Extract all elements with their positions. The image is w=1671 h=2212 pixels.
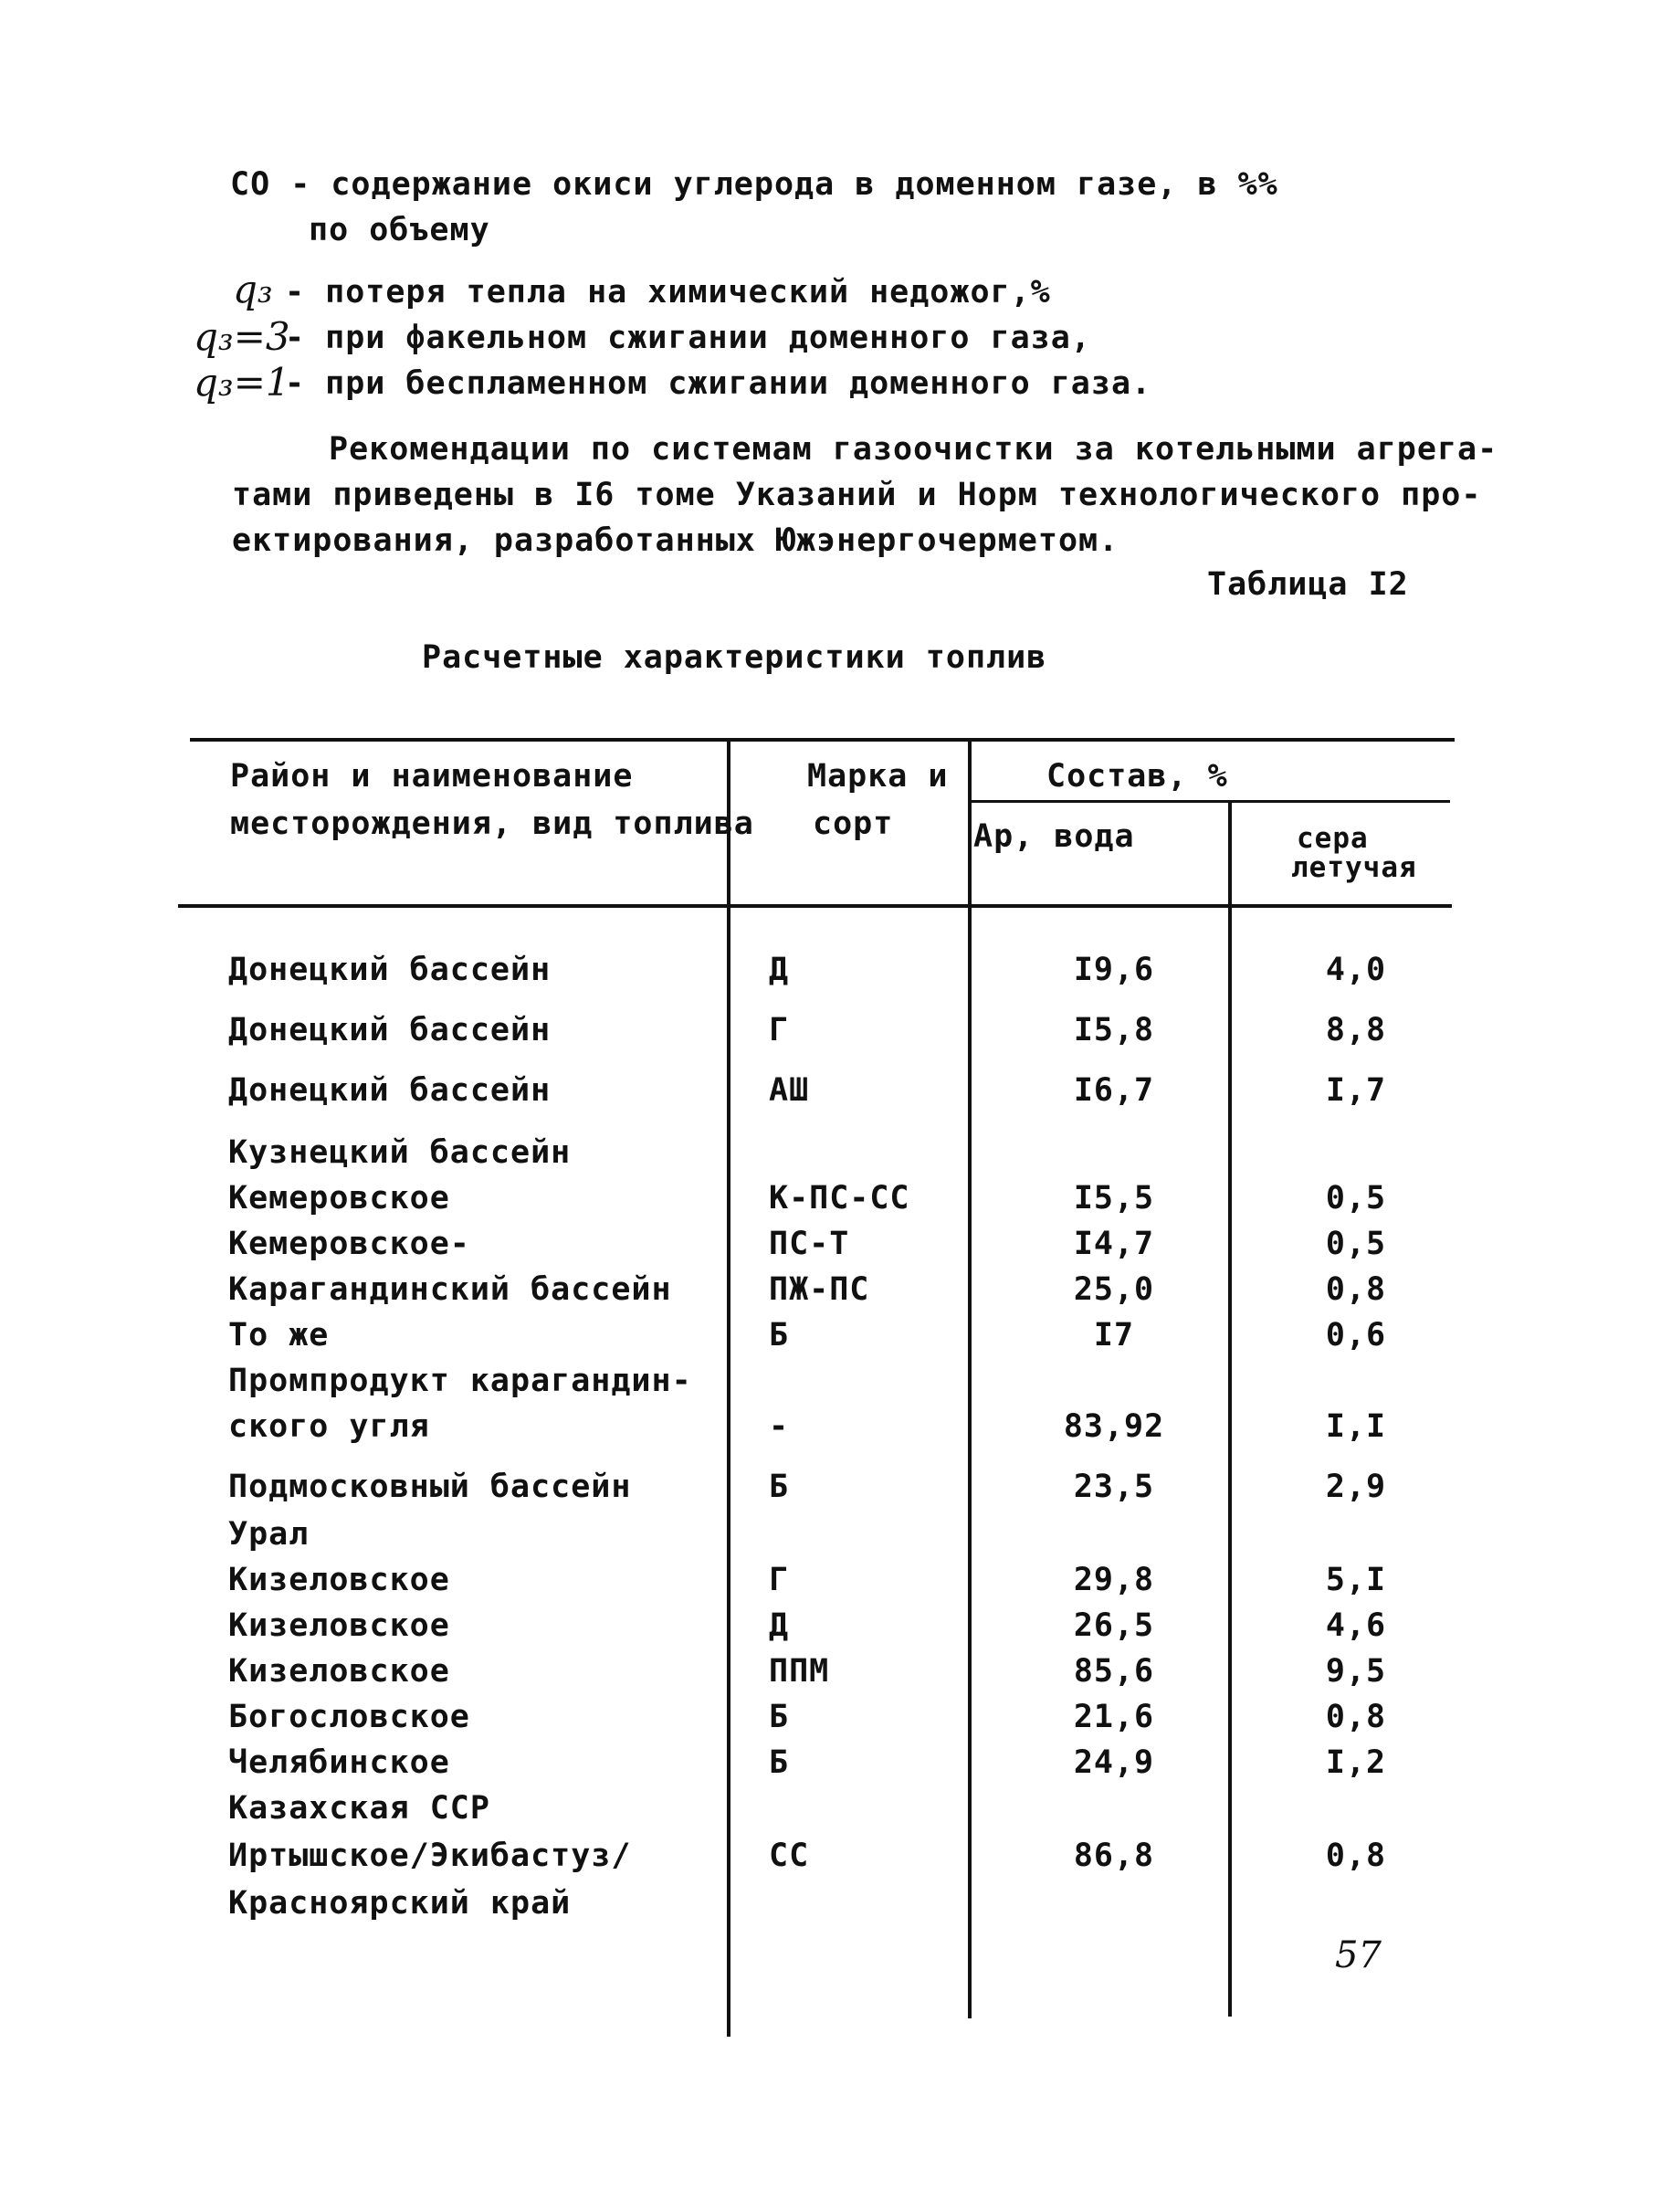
row-6-name: Карагандинский бассейн: [228, 1271, 672, 1308]
recommendation-line3: ектирования, разработанных Южэнергочерметом.: [232, 522, 1119, 559]
row-13-sulfur: 4,6: [1325, 1607, 1387, 1644]
row-0-name: Донецкий бассейн: [228, 952, 552, 988]
row-13-name: Кизеловское: [228, 1607, 450, 1644]
row-13-mark: Д: [769, 1607, 790, 1644]
row-5-name: Кемеровское-: [228, 1226, 470, 1262]
row-11-name: Урал: [228, 1516, 310, 1553]
row-2-sulfur: I,7: [1325, 1072, 1387, 1109]
row-18-name: Иртышское/Экибастуз/: [228, 1838, 632, 1874]
row-0-mark: Д: [769, 952, 790, 988]
row-9-ash: 83,92: [1063, 1408, 1165, 1445]
row-8-name: Промпродукт карагандин-: [228, 1363, 692, 1399]
row-10-name: Подмосковный бассейн: [228, 1469, 632, 1505]
row-16-mark: Б: [769, 1744, 790, 1781]
q3-equals-1-symbol: q₃=1: [194, 360, 290, 405]
row-10-ash: 23,5: [1073, 1469, 1155, 1505]
row-10-mark: Б: [769, 1469, 790, 1505]
row-15-ash: 21,6: [1073, 1699, 1155, 1735]
header-mark-line1: Марка и: [807, 758, 949, 795]
row-0-sulfur: 4,0: [1325, 952, 1387, 988]
row-9-sulfur: I,I: [1325, 1408, 1387, 1445]
page-number: 57: [1335, 1934, 1382, 1976]
row-15-sulfur: 0,8: [1325, 1699, 1387, 1735]
row-5-sulfur: 0,5: [1325, 1226, 1387, 1262]
row-7-ash: I7: [1093, 1317, 1135, 1354]
q3-definition: - потеря тепла на химический недожог,%: [285, 274, 1051, 311]
column-divider-2: [968, 740, 972, 2018]
composition-group-rule: [968, 800, 1450, 803]
row-14-name: Кизеловское: [228, 1653, 450, 1690]
row-14-sulfur: 9,5: [1325, 1653, 1387, 1690]
row-13-ash: 26,5: [1073, 1607, 1155, 1644]
header-region-line2: месторождения, вид топлива: [230, 806, 754, 842]
row-2-mark: АШ: [769, 1072, 810, 1109]
row-10-sulfur: 2,9: [1325, 1469, 1387, 1505]
row-7-sulfur: 0,6: [1325, 1317, 1387, 1354]
table-title: Расчетные характеристики топлив: [422, 639, 1047, 676]
header-sulfur-line1: сера: [1297, 822, 1369, 855]
co-definition-line1: СО - содержание окиси углерода в доменном газе, в %%: [230, 166, 1278, 203]
row-16-ash: 24,9: [1073, 1744, 1155, 1781]
q3-flameless-combustion: - при беспламенном сжигании доменного газа.: [285, 365, 1152, 402]
recommendation-line2: тами приведены в I6 томе Указаний и Норм технологического про-: [232, 477, 1482, 513]
row-14-mark: ППМ: [769, 1653, 830, 1690]
row-2-ash: I6,7: [1073, 1072, 1155, 1109]
row-12-sulfur: 5,I: [1325, 1562, 1387, 1598]
row-4-name: Кемеровское: [228, 1180, 450, 1217]
table-top-rule: [190, 738, 1455, 742]
row-12-ash: 29,8: [1073, 1562, 1155, 1598]
row-1-mark: Г: [769, 1012, 790, 1048]
row-6-mark: ПЖ-ПС: [769, 1271, 870, 1308]
row-7-name: То же: [228, 1317, 330, 1354]
row-1-sulfur: 8,8: [1325, 1012, 1387, 1048]
row-18-ash: 86,8: [1073, 1838, 1155, 1874]
row-1-name: Донецкий бассейн: [228, 1012, 552, 1048]
table-header-rule: [178, 904, 1452, 908]
header-ash-water: Ар, вода: [973, 818, 1135, 855]
row-16-sulfur: I,2: [1325, 1744, 1387, 1781]
row-6-sulfur: 0,8: [1325, 1271, 1387, 1308]
row-17-name: Казахская ССР: [228, 1790, 490, 1827]
row-19-name: Красноярский край: [228, 1885, 572, 1922]
row-15-mark: Б: [769, 1699, 790, 1735]
row-9-name: ского угля: [228, 1408, 430, 1445]
row-18-mark: СС: [769, 1838, 810, 1874]
table-label: Таблица I2: [1207, 566, 1409, 603]
header-composition: Состав, %: [1046, 758, 1228, 795]
row-18-sulfur: 0,8: [1325, 1838, 1387, 1874]
header-region-line1: Район и наименование: [230, 758, 634, 795]
row-6-ash: 25,0: [1073, 1271, 1155, 1308]
row-3-name: Кузнецкий бассейн: [228, 1134, 572, 1171]
row-1-ash: I5,8: [1073, 1012, 1155, 1048]
recommendation-line1: Рекомендации по системам газоочистки за котельными агрега-: [329, 431, 1498, 468]
row-5-mark: ПС-Т: [769, 1226, 850, 1262]
row-14-ash: 85,6: [1073, 1653, 1155, 1690]
row-15-name: Богословское: [228, 1699, 470, 1735]
row-9-mark: -: [769, 1408, 790, 1445]
co-definition-line2: по объему: [309, 212, 490, 248]
header-mark-line2: сорт: [813, 806, 894, 842]
q3-flare-combustion: - при факельном сжигании доменного газа,: [285, 320, 1091, 356]
row-4-ash: I5,5: [1073, 1180, 1155, 1217]
column-divider-3: [1228, 802, 1232, 2017]
row-2-name: Донецкий бассейн: [228, 1072, 552, 1109]
column-divider-1: [727, 740, 730, 2037]
header-sulfur-line2: летучая: [1291, 851, 1417, 884]
row-4-mark: К-ПС-СС: [769, 1180, 910, 1217]
row-7-mark: Б: [769, 1317, 790, 1354]
row-0-ash: I9,6: [1073, 952, 1155, 988]
row-12-mark: Г: [769, 1562, 790, 1598]
q3-symbol: q₃: [233, 267, 273, 311]
row-16-name: Челябинское: [228, 1744, 450, 1781]
row-12-name: Кизеловское: [228, 1562, 450, 1598]
row-4-sulfur: 0,5: [1325, 1180, 1387, 1217]
row-5-ash: I4,7: [1073, 1226, 1155, 1262]
q3-equals-3-symbol: q₃=3: [194, 314, 290, 359]
